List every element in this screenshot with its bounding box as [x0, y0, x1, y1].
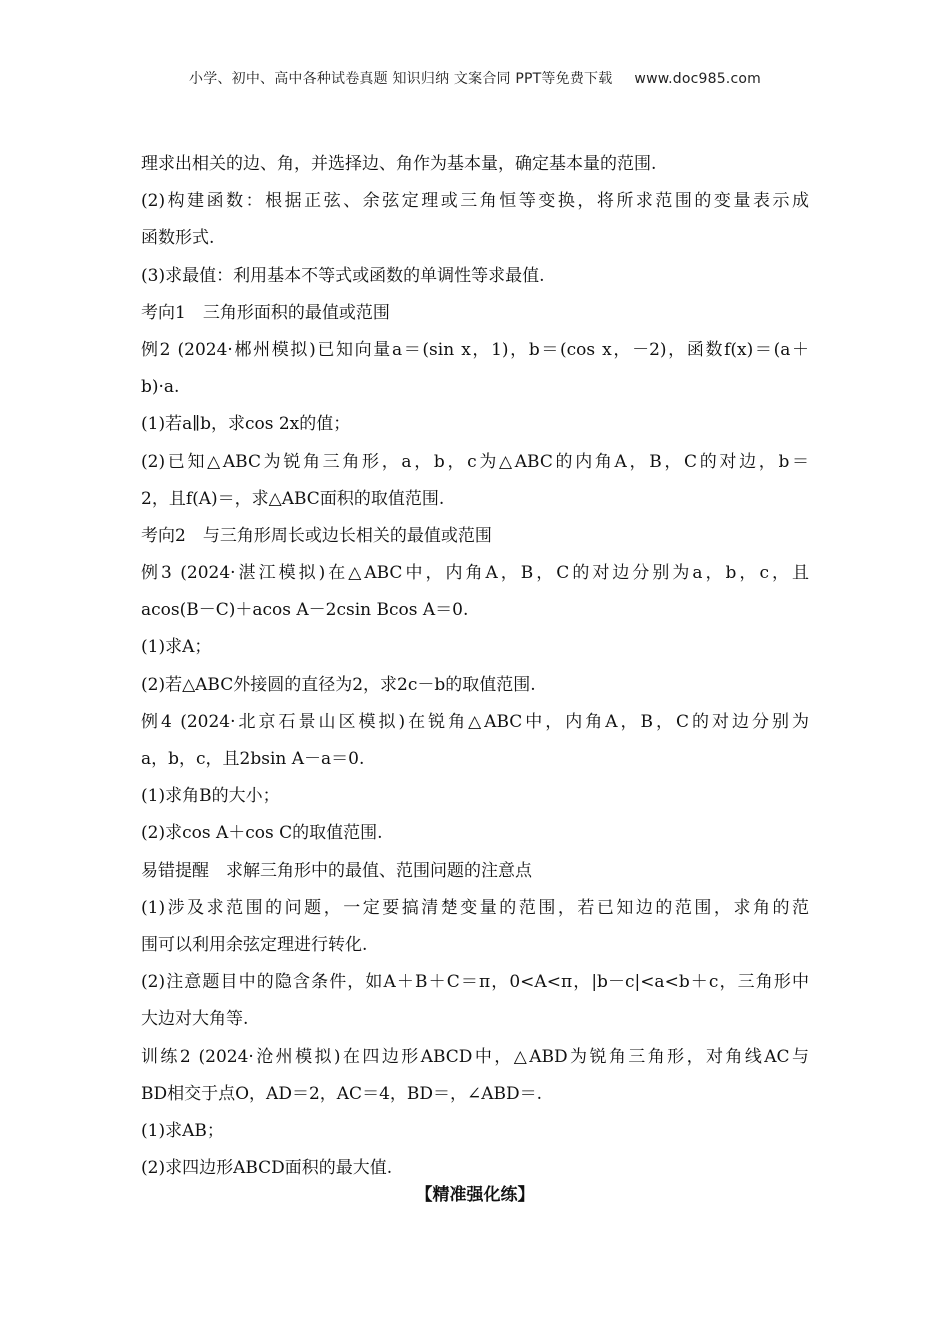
text-line: b)·a. — [141, 377, 180, 398]
text-line: 理求出相关的边、角，并选择边、角作为基本量，确定基本量的范围. — [141, 154, 657, 174]
text-line: (2)若△ABC外接圆的直径为2，求2c－b的取值范围. — [141, 674, 536, 695]
text-line: (1)求AB； — [141, 1120, 224, 1141]
text-line: (2)求四边形ABCD面积的最大值. — [141, 1158, 393, 1179]
text-line: (1)求A； — [141, 637, 212, 658]
header-site: www.doc985.com — [634, 71, 761, 87]
document-body — [141, 146, 809, 1187]
text-line: a，b，c，且2bsin A－a＝0. — [141, 749, 365, 769]
text-line: (2)注意题目中的隐含条件，如A＋B＋C＝π，0<A<π，|b－c|<a<b＋c，三角形中 — [141, 972, 809, 993]
tip-heading: 易错提醒 求解三角形中的最值、范围问题的注意点 — [141, 860, 532, 881]
text-line: BD相交于点O，AD＝2，AC＝4，BD＝，∠ABD＝. — [141, 1083, 543, 1104]
text-line: (1)若a∥b，求cos 2x的值； — [141, 414, 351, 435]
example-line: 例4 (2024·北京石景山区模拟)在锐角△ABC中，内角A，B，C的对边分别为 — [141, 711, 809, 732]
text-line: 函数形式. — [141, 228, 215, 249]
text-line: (2)求cos A＋cos C的取值范围. — [141, 823, 383, 844]
text-line: (2)构建函数：根据正弦、余弦定理或三角恒等变换，将所求范围的变量表示成 — [141, 191, 809, 212]
text-line: 大边对大角等. — [141, 1009, 249, 1030]
text-line: 围可以利用余弦定理进行转化. — [141, 934, 368, 955]
example-line: 例3 (2024·湛江模拟)在△ABC中，内角A，B，C的对边分别为a，b，c，且 — [141, 563, 809, 584]
page-header — [0, 68, 950, 88]
text-line: (2)已知△ABC为锐角三角形，a，b，c为△ABC的内角A，B，C的对边，b＝ — [141, 451, 809, 472]
text-line: (1)涉及求范围的问题，一定要搞清楚变量的范围，若已知边的范围，求角的范 — [141, 897, 809, 918]
section-title: 【精准强化练】 — [415, 1185, 535, 1205]
text-line: 2，且f(A)＝，求△ABC面积的取值范围. — [141, 488, 445, 509]
exercise-line: 训练2 (2024·沧州模拟)在四边形ABCD中，△ABD为锐角三角形，对角线AC与 — [141, 1046, 809, 1067]
text-line: (1)求角B的大小； — [141, 786, 280, 807]
text-line: acos(B－C)＋acos A－2csin Bcos A＝0. — [141, 600, 469, 621]
text-line: (3)求最值：利用基本不等式或函数的单调性等求最值. — [141, 265, 545, 286]
section-heading: 考向1 三角形面积的最值或范围 — [141, 302, 390, 323]
example-line: 例2 (2024·郴州模拟)已知向量a＝(sin x，1)，b＝(cos x，－2)，函数f(x)＝(a＋ — [141, 339, 809, 360]
section-heading: 考向2 与三角形周长或边长相关的最值或范围 — [141, 525, 492, 546]
header-text: 小学、初中、高中各种试卷真题 知识归纳 文案合同 PPT等免费下载 — [189, 71, 613, 87]
